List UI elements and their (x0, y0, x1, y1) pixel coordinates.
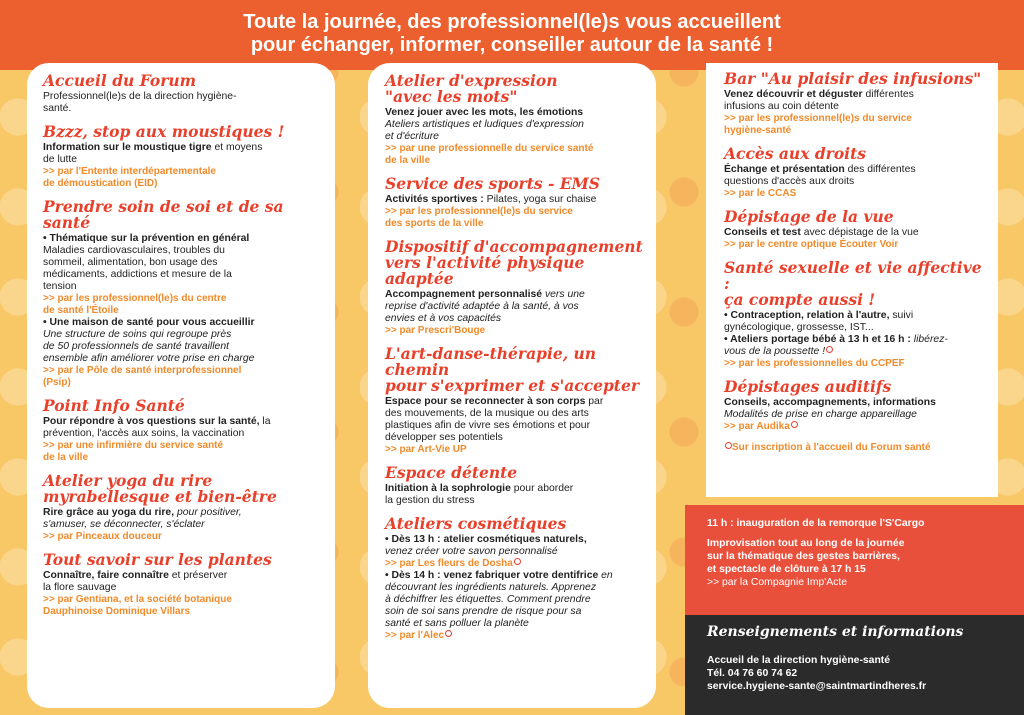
section-org: >> par les professionnel(le)s du service des sports de la ville (385, 206, 573, 229)
contact-box (685, 615, 1024, 715)
section-sports (385, 176, 646, 230)
text-bold: • Thématique sur la prévention en général (43, 233, 250, 244)
text-rest: suivi gynécologique, grossesse, IST... (724, 310, 914, 333)
text-rest: avec dépistage de la vue (800, 227, 919, 238)
inscription-note (724, 442, 988, 454)
section-org (385, 558, 646, 570)
section-text (43, 570, 321, 594)
section-text (385, 570, 646, 630)
section-title: Prendre soin de soi et de sa santé (43, 197, 284, 232)
text-bold: • Dès 14 h : venez fabriquer votre dentifrice (385, 570, 599, 581)
section-org: >> par le CCAS (724, 188, 797, 199)
section-title: Dispositif d'accompagnement vers l'activité physique adaptée (385, 237, 643, 288)
section-text (43, 507, 321, 531)
section-title: Espace détente (385, 463, 518, 482)
section-sexuelle (724, 260, 988, 370)
text-bold (43, 233, 321, 245)
text-bold: Échange et présentation (724, 164, 845, 175)
text-bold: Accompagnement personnalisé (385, 289, 543, 300)
section-text (385, 483, 646, 507)
section-yoga (43, 473, 321, 543)
column-middle (368, 63, 656, 708)
section-org: >> par l'Entente interdépartementale de démoustication (EID) (43, 166, 216, 189)
text-rest: Pilates, yoga sur chaise (483, 194, 597, 205)
section-org: >> par Prescri'Bouge (385, 325, 486, 336)
text-rest: différentes infusions au coin détente (724, 89, 914, 112)
text-bold: Espace pour se reconnecter à son corps (385, 396, 586, 407)
section-org: >> par Gentiana, et la société botanique Dauphinoise Dominique Villars (43, 594, 232, 617)
section-text (43, 416, 321, 440)
section-title: Accès aux droits (724, 144, 866, 163)
org-text: >> par Audika (724, 421, 790, 432)
section-title: Point Info Santé (43, 396, 185, 415)
section-org: >> par une professionnelle du service santé de la ville (385, 143, 594, 166)
contact-line: Accueil de la direction hygiène-santé (707, 655, 891, 666)
section-title: Bar "Au plaisir des infusions" (724, 69, 982, 88)
section-auditifs (724, 379, 988, 433)
section-text (385, 289, 646, 325)
section-title: Ateliers cosmétiques (385, 514, 567, 533)
text-bold: Initiation à la sophrologie (385, 483, 511, 494)
section-title: Atelier d'expression "avec les mots" (385, 71, 558, 106)
section-moustiques (43, 124, 321, 190)
text-rest: des différentes questions d'accès aux droits (724, 164, 916, 187)
section-title: Bzzz, stop aux moustiques ! (43, 122, 285, 141)
text-bold: • Ateliers portage bébé à 13 h et 16 h : (724, 334, 911, 345)
text-bold: • Une maison de santé pour vous accueillir (43, 317, 255, 328)
contact-email[interactable]: service.hygiene-sante@saintmartindheres.fr (707, 681, 927, 692)
text-rest: pour positiver, s'amuser, se déconnecter, s'éclater (43, 507, 242, 530)
section-text (385, 534, 646, 558)
section-text (385, 396, 646, 444)
section-plantes (43, 552, 321, 618)
section-org: >> par le Pôle de santé interprofessionnel (Psip) (43, 365, 242, 388)
section-org: >> par les professionnel(le)s du service hygiène-santé (724, 113, 912, 136)
text-rest: Maladies cardiovasculaires, troubles du sommeil, alimentation, bon usage des médicaments, addictions et mesure de la tension (43, 245, 232, 292)
section-title: L'art-danse-thérapie, un chemin pour s'exprimer et s'accepter (385, 344, 639, 395)
text-rest: pour aborder la gestion du stress (385, 483, 574, 506)
section-accueil (43, 73, 321, 115)
org-text: >> par Les fleurs de Dosha (385, 558, 513, 569)
text-rest: libérez- vous de la poussette ! (724, 334, 948, 357)
section-cosmetiques (385, 516, 646, 642)
section-title: Accueil du Forum (43, 71, 197, 90)
section-title: Atelier yoga du rire myrabellesque et bien-être (43, 471, 277, 506)
section-text (724, 310, 988, 334)
column-left (27, 63, 335, 708)
text-rest: en découvrant les ingrédients naturels. Apprenez à déchiffrer les étiquettes. Comment prendre soin de soi sans prendre de risque pour sa santé et sans polluer la planète (385, 570, 613, 629)
section-text (724, 334, 988, 358)
section-pis (43, 398, 321, 464)
note-text: Sur inscription à l'accueil du Forum santé (732, 442, 931, 453)
text-bold: Information sur le moustique tigre (43, 142, 212, 153)
text-bold: Conseils, accompagnements, informations (724, 397, 936, 408)
event-inauguration: 11 h : inauguration de la remorque l'S'Cargo (707, 518, 925, 529)
section-org (724, 421, 988, 433)
section-dispositif (385, 239, 646, 337)
text-italic (43, 329, 321, 365)
section-org: >> par une infirmière du service santé de la ville (43, 440, 224, 463)
text-bold: • Dès 13 h : atelier cosmétiques naturels, (385, 534, 587, 545)
contact-heading: Renseignements et informations (707, 624, 964, 640)
contact-phone: Tél. 04 76 60 74 62 (707, 668, 798, 679)
text-rest: vers une reprise d'activité adaptée à la santé, à vos envies et à vos capacités (385, 289, 585, 324)
section-text (385, 194, 646, 206)
text-rest: par des mouvements, de la musique ou des arts plastiques afin de vivre ses émotions et pour développer ses potentiels (385, 396, 604, 443)
section-text (43, 142, 321, 166)
event-line: et spectacle de clôture à 17 h 15 (707, 564, 866, 575)
section-text: Professionnel(le)s de la direction hygiène- santé. (43, 91, 237, 114)
text-rest: Une structure de soins qui regroupe près de 50 professionnels de santé travaillent ensemble afin améliorer votre prise en charge (43, 329, 255, 364)
section-expression (385, 73, 646, 167)
text-rest: venez créer votre savon personnalisé (385, 546, 558, 557)
section-title: Santé sexuelle et vie affective : ça compte aussi ! (724, 258, 982, 309)
text-bold: Connaître, faire connaître (43, 570, 169, 581)
section-text (385, 107, 646, 143)
section-droits (724, 146, 988, 200)
section-title: Dépistages auditifs (724, 377, 892, 396)
section-vue (724, 209, 988, 251)
section-detente (385, 465, 646, 507)
section-title: Tout savoir sur les plantes (43, 550, 272, 569)
asterisk-circle-icon (725, 442, 732, 449)
asterisk-circle-icon (445, 630, 452, 637)
org-text: >> par l'Alec (385, 630, 445, 641)
section-title: Dépistage de la vue (724, 207, 894, 226)
column-right (706, 63, 998, 497)
text-rest: la prévention, l'accès aux soins, la vaccination (43, 416, 271, 439)
text-bold: Venez jouer avec les mots, les émotions (385, 107, 584, 118)
header-line-1: Toute la journée, des professionnel(le)s vous accueillent (243, 11, 781, 33)
event-line: sur la thématique des gestes barrières, (707, 551, 900, 562)
text-bold: Activités sportives : (385, 194, 484, 205)
event-line: Improvisation tout au long de la journée (707, 538, 905, 549)
section-text (724, 164, 988, 188)
section-text (724, 89, 988, 113)
text-rest: Ateliers artistiques et ludiques d'expression et d'écriture (385, 119, 584, 142)
text-bold: Venez découvrir et déguster (724, 89, 863, 100)
text-rest: et moyens de lutte (43, 142, 263, 165)
section-text (724, 397, 988, 421)
section-text (724, 227, 988, 239)
section-org: >> par le centre optique Écouter Voir (724, 239, 899, 250)
header-line-2: pour échanger, informer, conseiller autour de la santé ! (250, 34, 774, 56)
asterisk-circle-icon (791, 421, 798, 428)
section-title: Service des sports - EMS (385, 174, 600, 193)
asterisk-circle-icon (826, 346, 833, 353)
section-org: >> par Pinceaux douceur (43, 531, 162, 542)
text-bold: Pour répondre à vos questions sur la santé, (43, 416, 260, 427)
section-danse (385, 346, 646, 456)
text-bold (43, 317, 321, 329)
events-box (685, 505, 1024, 615)
section-bar (724, 71, 988, 137)
section-org: >> par les professionnelles du CCPEF (724, 358, 905, 369)
text-bold: Conseils et test (724, 227, 801, 238)
section-org: >> par Art-Vie UP (385, 444, 467, 455)
text-rest: et préserver la flore sauvage (43, 570, 228, 593)
section-org: >> par les professionnel(le)s du centre de santé l'Étoile (43, 293, 227, 316)
section-org (385, 630, 646, 642)
asterisk-circle-icon (514, 558, 521, 565)
header-banner (0, 0, 1024, 70)
text-rest: Modalités de prise en charge appareillage (724, 409, 917, 420)
event-org: >> par la Compagnie Imp'Acte (707, 577, 848, 588)
text-bold: Rire grâce au yoga du rire, (43, 507, 175, 518)
text-bold: • Contraception, relation à l'autre, (724, 310, 890, 321)
section-soin (43, 199, 321, 389)
